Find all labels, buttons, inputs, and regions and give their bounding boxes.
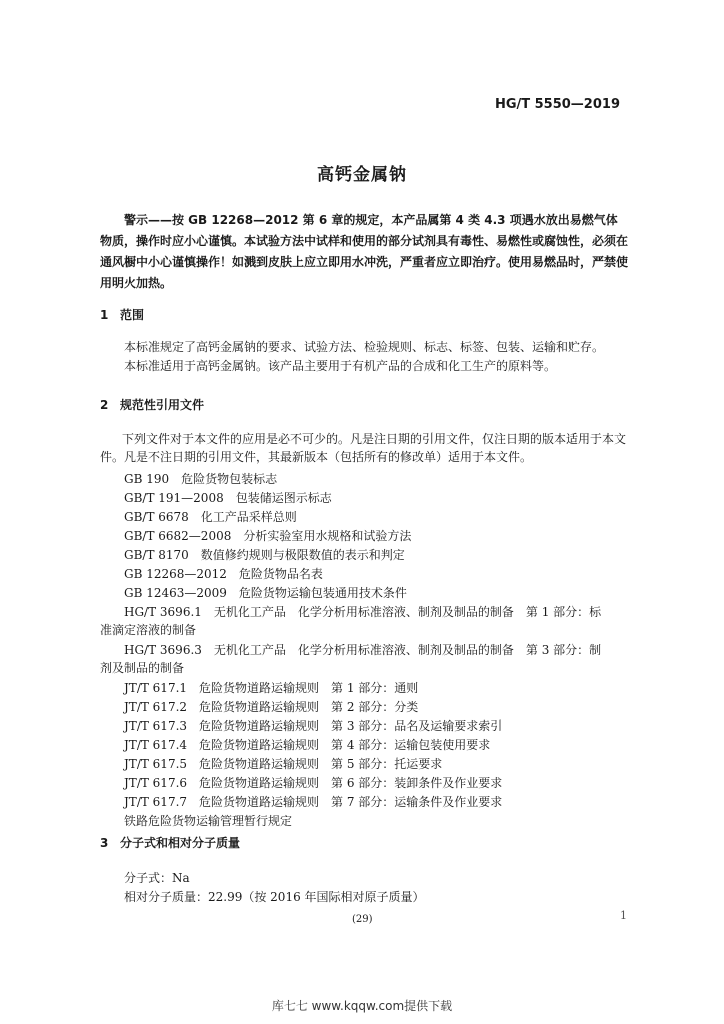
- ref-item: JT/T 617.1 危险货物道路运输规则 第 1 部分：通则: [124, 681, 419, 695]
- section-1-heading: [100, 306, 144, 323]
- ref-item-hg-3696-3: HG/T 3696.3 无机化工产品 化学分析用标准溶液、制剂及制品的制备 第 3 部分：制剂及制品的制备: [100, 643, 602, 675]
- section-3-heading: [100, 834, 240, 851]
- ref-item: GB/T 191—2008 包装储运图示标志: [124, 491, 332, 505]
- ref-item-hg-3696-1: HG/T 3696.1 无机化工产品 化学分析用标准溶液、制剂及制品的制备 第 1 部分：标准滴定溶液的制备: [100, 605, 602, 637]
- document-code: HG/T 5550—2019: [494, 97, 620, 112]
- section-2-intro: 下列文件对于本文件的应用是必不可少的。凡是注日期的引用文件，仅注日期的版本适用于本文件。凡是不注日期的引用文件，其最新版本（包括所有的修改单）适用于本文件。: [100, 432, 627, 464]
- ref-item: JT/T 617.6 危险货物道路运输规则 第 6 部分：装卸条件及作业要求: [124, 776, 503, 790]
- side-mark: 1: [620, 909, 627, 922]
- ref-item: 铁路危险货物运输管理暂行规定: [124, 814, 293, 828]
- section-3-title: 分子式和相对分子质量: [120, 836, 241, 850]
- molecular-formula: 分子式：Na: [124, 871, 190, 885]
- ref-item: GB 190 危险货物包装标志: [124, 472, 278, 486]
- section-2-number: 2: [100, 398, 109, 412]
- ref-item: JT/T 617.5 危险货物道路运输规则 第 5 部分：托运要求: [124, 757, 443, 771]
- section-2-heading: [100, 396, 204, 413]
- ref-item: GB 12268—2012 危险货物品名表: [124, 567, 323, 581]
- ref-item: JT/T 617.4 危险货物道路运输规则 第 4 部分：运输包装使用要求: [124, 738, 491, 752]
- molecular-mass: 相对分子质量：22.99（按 2016 年国际相对原子质量）: [124, 890, 425, 904]
- ref-item: JT/T 617.2 危险货物道路运输规则 第 2 部分：分类: [124, 700, 419, 714]
- section-1-para-2: 本标准适用于高钙金属钠。该产品主要用于有机产品的合成和化工生产的原料等。: [124, 359, 557, 373]
- section-1-number: 1: [100, 308, 109, 322]
- ref-item: GB 12463—2009 危险货物运输包装通用技术条件: [124, 586, 407, 600]
- section-1-para-1: 本标准规定了高钙金属钠的要求、试验方法、检验规则、标志、标签、包装、运输和贮存。: [124, 340, 605, 354]
- page-number: (29): [352, 914, 373, 925]
- warning-paragraph: 警示——按 GB 12268—2012 第 6 章的规定，本产品属第 4 类 4.3 项遇水放出易燃气体物质，操作时应小心谨慎。本试验方法中试样和使用的部分试剂具有毒性、易燃性或腐蚀性，必须在通风橱中小心谨慎操作！如溅到皮肤上应立即用水冲洗，严重者应立即治疗。使用易燃品时，严禁使用明火加热。: [100, 213, 629, 290]
- section-2-title: 规范性引用文件: [120, 398, 205, 412]
- download-footer: 库七七 www.kqqw.com提供下载: [271, 999, 453, 1013]
- ref-item: GB/T 6678 化工产品采样总则: [124, 510, 297, 524]
- ref-item: GB/T 6682—2008 分析实验室用水规格和试验方法: [124, 529, 412, 543]
- document-title: 高钙金属钠: [317, 165, 407, 185]
- ref-item: JT/T 617.3 危险货物道路运输规则 第 3 部分：品名及运输要求索引: [124, 719, 503, 733]
- section-3-number: 3: [100, 836, 109, 850]
- ref-item: JT/T 617.7 危险货物道路运输规则 第 7 部分：运输条件及作业要求: [124, 795, 503, 809]
- section-1-title: 范围: [120, 308, 145, 322]
- ref-item: GB/T 8170 数值修约规则与极限数值的表示和判定: [124, 548, 405, 562]
